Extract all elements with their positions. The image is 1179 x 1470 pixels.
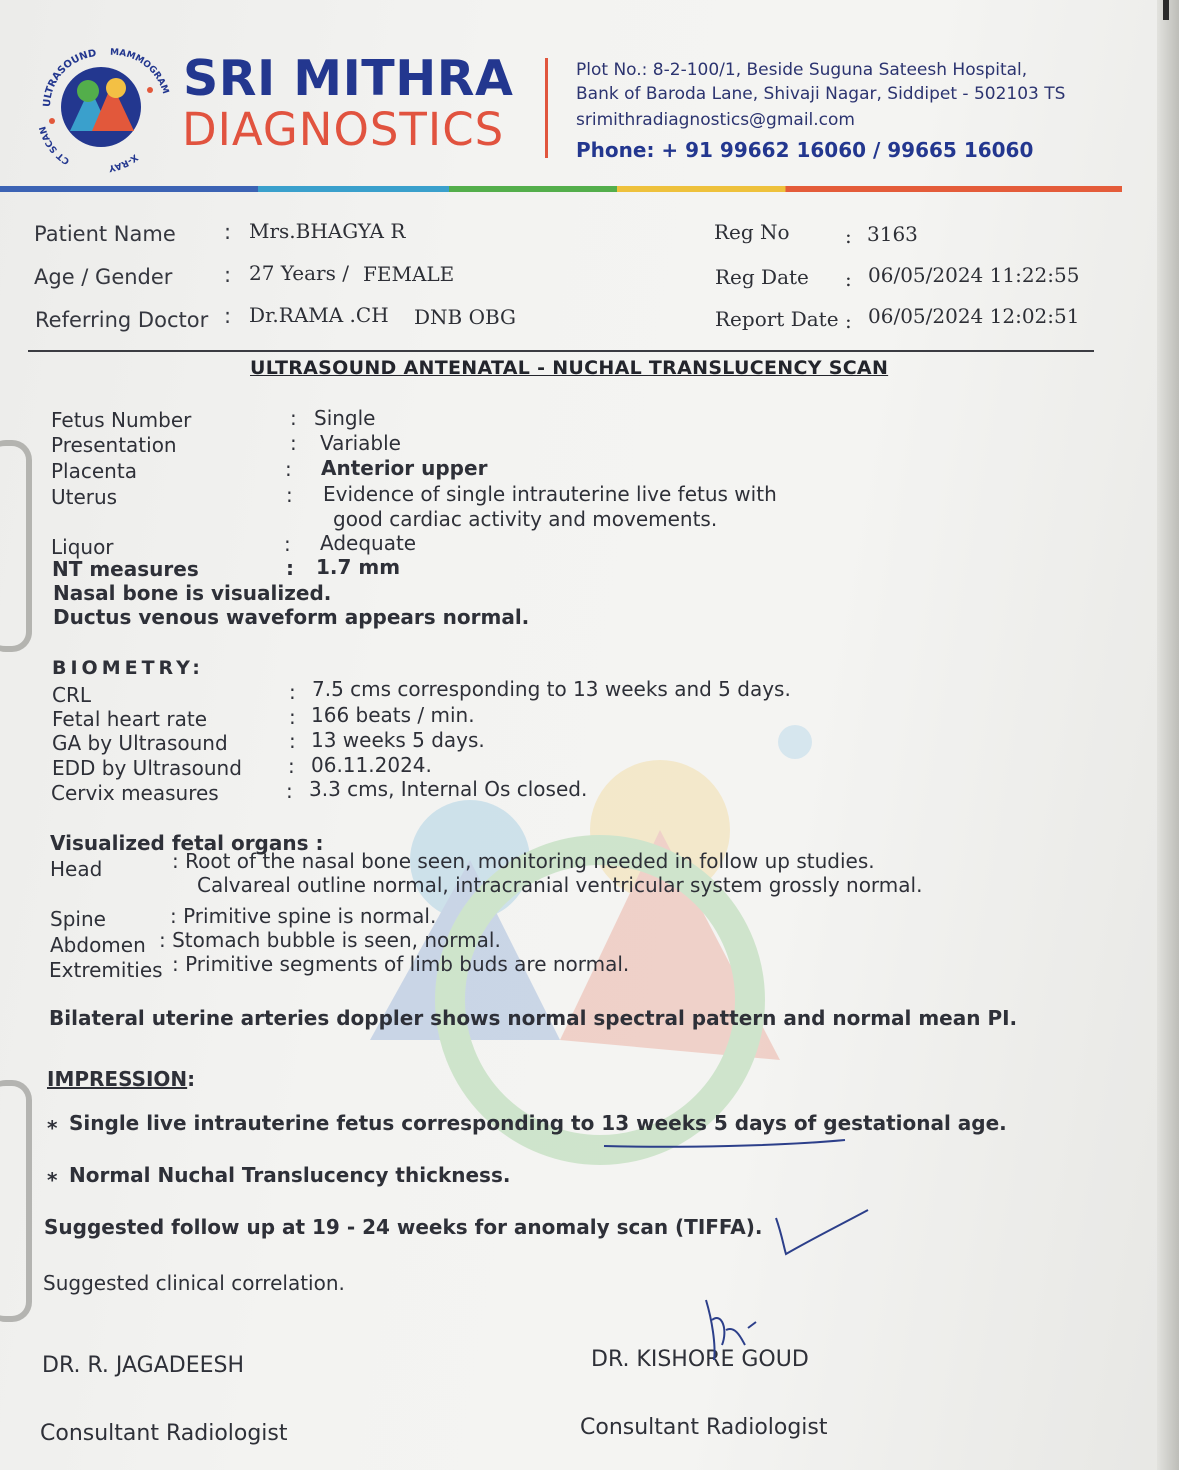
doctor-degree: DNB OBG	[414, 305, 517, 329]
colon: :	[290, 406, 297, 430]
right-signatory-title: Consultant Radiologist	[580, 1415, 828, 1440]
address-line-2: Bank of Baroda Lane, Shivaji Nagar, Siddipet - 502103 TS	[576, 84, 1066, 104]
colon: :	[224, 220, 232, 244]
colon: :	[290, 431, 297, 455]
logo-ring-bottom: X-RAY	[107, 151, 140, 173]
head-line-1: : Root of the nasal bone seen, monitoring needed in follow up studies.	[172, 849, 875, 873]
organs-heading: Visualized fetal organs :	[50, 831, 324, 855]
doppler-note: Bilateral uterine arteries doppler shows normal spectral pattern and normal mean PI.	[49, 1006, 1018, 1030]
extremities-value: : Primitive segments of limb buds are normal.	[172, 952, 630, 976]
biometry-heading: BIOMETRY:	[52, 657, 204, 679]
impression-bullet: *	[47, 1168, 58, 1192]
colon: :	[286, 483, 293, 507]
brand-name: SRI MITHRA	[183, 50, 514, 107]
referring-doctor-label: Referring Doctor	[35, 308, 209, 332]
ductus-note: Ductus venous waveform appears normal.	[53, 605, 530, 629]
left-signatory-title: Consultant Radiologist	[40, 1421, 288, 1446]
ga-label: GA by Ultrasound	[52, 731, 228, 755]
age-gender-label: Age / Gender	[34, 265, 173, 289]
uterus-line-2: good cardiac activity and movements.	[333, 507, 718, 531]
clinical-correlation: Suggested clinical correlation.	[43, 1271, 345, 1295]
colon: :	[845, 267, 852, 291]
patient-age: 27 Years /	[249, 261, 349, 285]
cervix-value: 3.3 cms, Internal Os closed.	[309, 777, 588, 801]
email-address[interactable]: srimithradiagnostics@gmail.com	[576, 110, 855, 130]
abdomen-label: Abdomen	[50, 933, 146, 957]
colon: :	[286, 556, 294, 580]
spine-label: Spine	[50, 907, 106, 931]
presentation-label: Presentation	[51, 433, 177, 457]
nasal-bone-note: Nasal bone is visualized.	[53, 581, 332, 605]
colon: :	[288, 754, 295, 778]
brand-subtitle: DIAGNOSTICS	[182, 103, 505, 156]
placenta-label: Placenta	[51, 459, 137, 483]
address-line-1: Plot No.: 8-2-100/1, Beside Suguna Sateesh Hospital,	[576, 60, 1028, 80]
referring-doctor: Dr.RAMA .CH	[249, 303, 389, 327]
logo-ring-left: CT SCAN	[38, 124, 72, 166]
colon: :	[284, 532, 291, 556]
colon: :	[224, 304, 232, 328]
colon: :	[289, 705, 296, 729]
colon: :	[289, 729, 296, 753]
crl-label: CRL	[52, 683, 92, 707]
colon: :	[286, 779, 293, 803]
fhr-label: Fetal heart rate	[52, 707, 208, 731]
nt-label: NT measures	[52, 557, 199, 581]
patient-name: Mrs.BHAGYA R	[249, 219, 406, 243]
impression-heading-text: IMPRESSION	[47, 1067, 188, 1091]
reg-date-label: Reg Date	[715, 265, 809, 289]
fetus-number-label: Fetus Number	[51, 408, 192, 432]
right-signatory-name: DR. KISHORE GOUD	[591, 1347, 809, 1372]
colon: :	[285, 457, 292, 481]
impression-item-1: Single live intrauterine fetus corresponding to 13 weeks 5 days of gestational age.	[69, 1111, 1007, 1135]
head-line-2: Calvareal outline normal, intracranial ventricular system grossly normal.	[197, 873, 923, 897]
cervix-label: Cervix measures	[51, 781, 219, 805]
pen-tick	[776, 1210, 868, 1254]
phone-numbers[interactable]: Phone: + 91 99662 16060 / 99665 16060	[576, 138, 1034, 162]
colon: :	[289, 680, 296, 704]
report-date: 06/05/2024 12:02:51	[868, 304, 1080, 328]
reg-no-label: Reg No	[714, 220, 790, 244]
edd-value: 06.11.2024.	[311, 753, 432, 777]
impression-item-2: Normal Nuchal Translucency thickness.	[69, 1163, 511, 1187]
handwritten-signature	[706, 1300, 756, 1360]
patient-name-label: Patient Name	[34, 222, 176, 246]
reg-no: 3163	[867, 222, 918, 246]
pen-underline	[604, 1140, 845, 1147]
patient-gender: FEMALE	[363, 262, 455, 286]
presentation: Variable	[320, 431, 401, 455]
fhr-value: 166 beats / min.	[311, 703, 475, 727]
logo-ring-right: MAMMOGRAM	[109, 47, 171, 96]
liquor-label: Liquor	[51, 535, 114, 559]
colon: :	[845, 224, 852, 248]
crl-value: 7.5 cms corresponding to 13 weeks and 5 days.	[312, 677, 791, 701]
placenta: Anterior upper	[321, 456, 488, 480]
colon: :	[845, 309, 852, 333]
report-title: ULTRASOUND ANTENATAL - NUCHAL TRANSLUCENCY SCAN	[250, 357, 889, 379]
edd-label: EDD by Ultrasound	[52, 756, 242, 780]
fetus-number: Single	[314, 406, 376, 430]
impression-colon: :	[187, 1067, 196, 1091]
extremities-label: Extremities	[49, 958, 163, 982]
liquor: Adequate	[320, 531, 417, 555]
left-signatory-name: DR. R. JAGADEESH	[42, 1353, 245, 1378]
reg-date: 06/05/2024 11:22:55	[868, 263, 1080, 287]
nt-measure: 1.7 mm	[316, 555, 401, 579]
report-date-label: Report Date	[715, 307, 839, 331]
uterus-line-1: Evidence of single intrauterine live fetus with	[323, 482, 777, 506]
follow-up-note: Suggested follow up at 19 - 24 weeks for anomaly scan (TIFFA).	[44, 1215, 763, 1239]
abdomen-value: : Stomach bubble is seen, normal.	[159, 928, 501, 952]
uterus-label: Uterus	[51, 485, 118, 509]
spine-value: : Primitive spine is normal.	[170, 904, 437, 928]
head-label: Head	[50, 857, 103, 881]
colon: :	[224, 263, 232, 287]
ga-value: 13 weeks 5 days.	[311, 728, 485, 752]
logo-ring-top: ULTRASOUND	[41, 48, 98, 108]
impression-bullet: *	[47, 1116, 58, 1140]
